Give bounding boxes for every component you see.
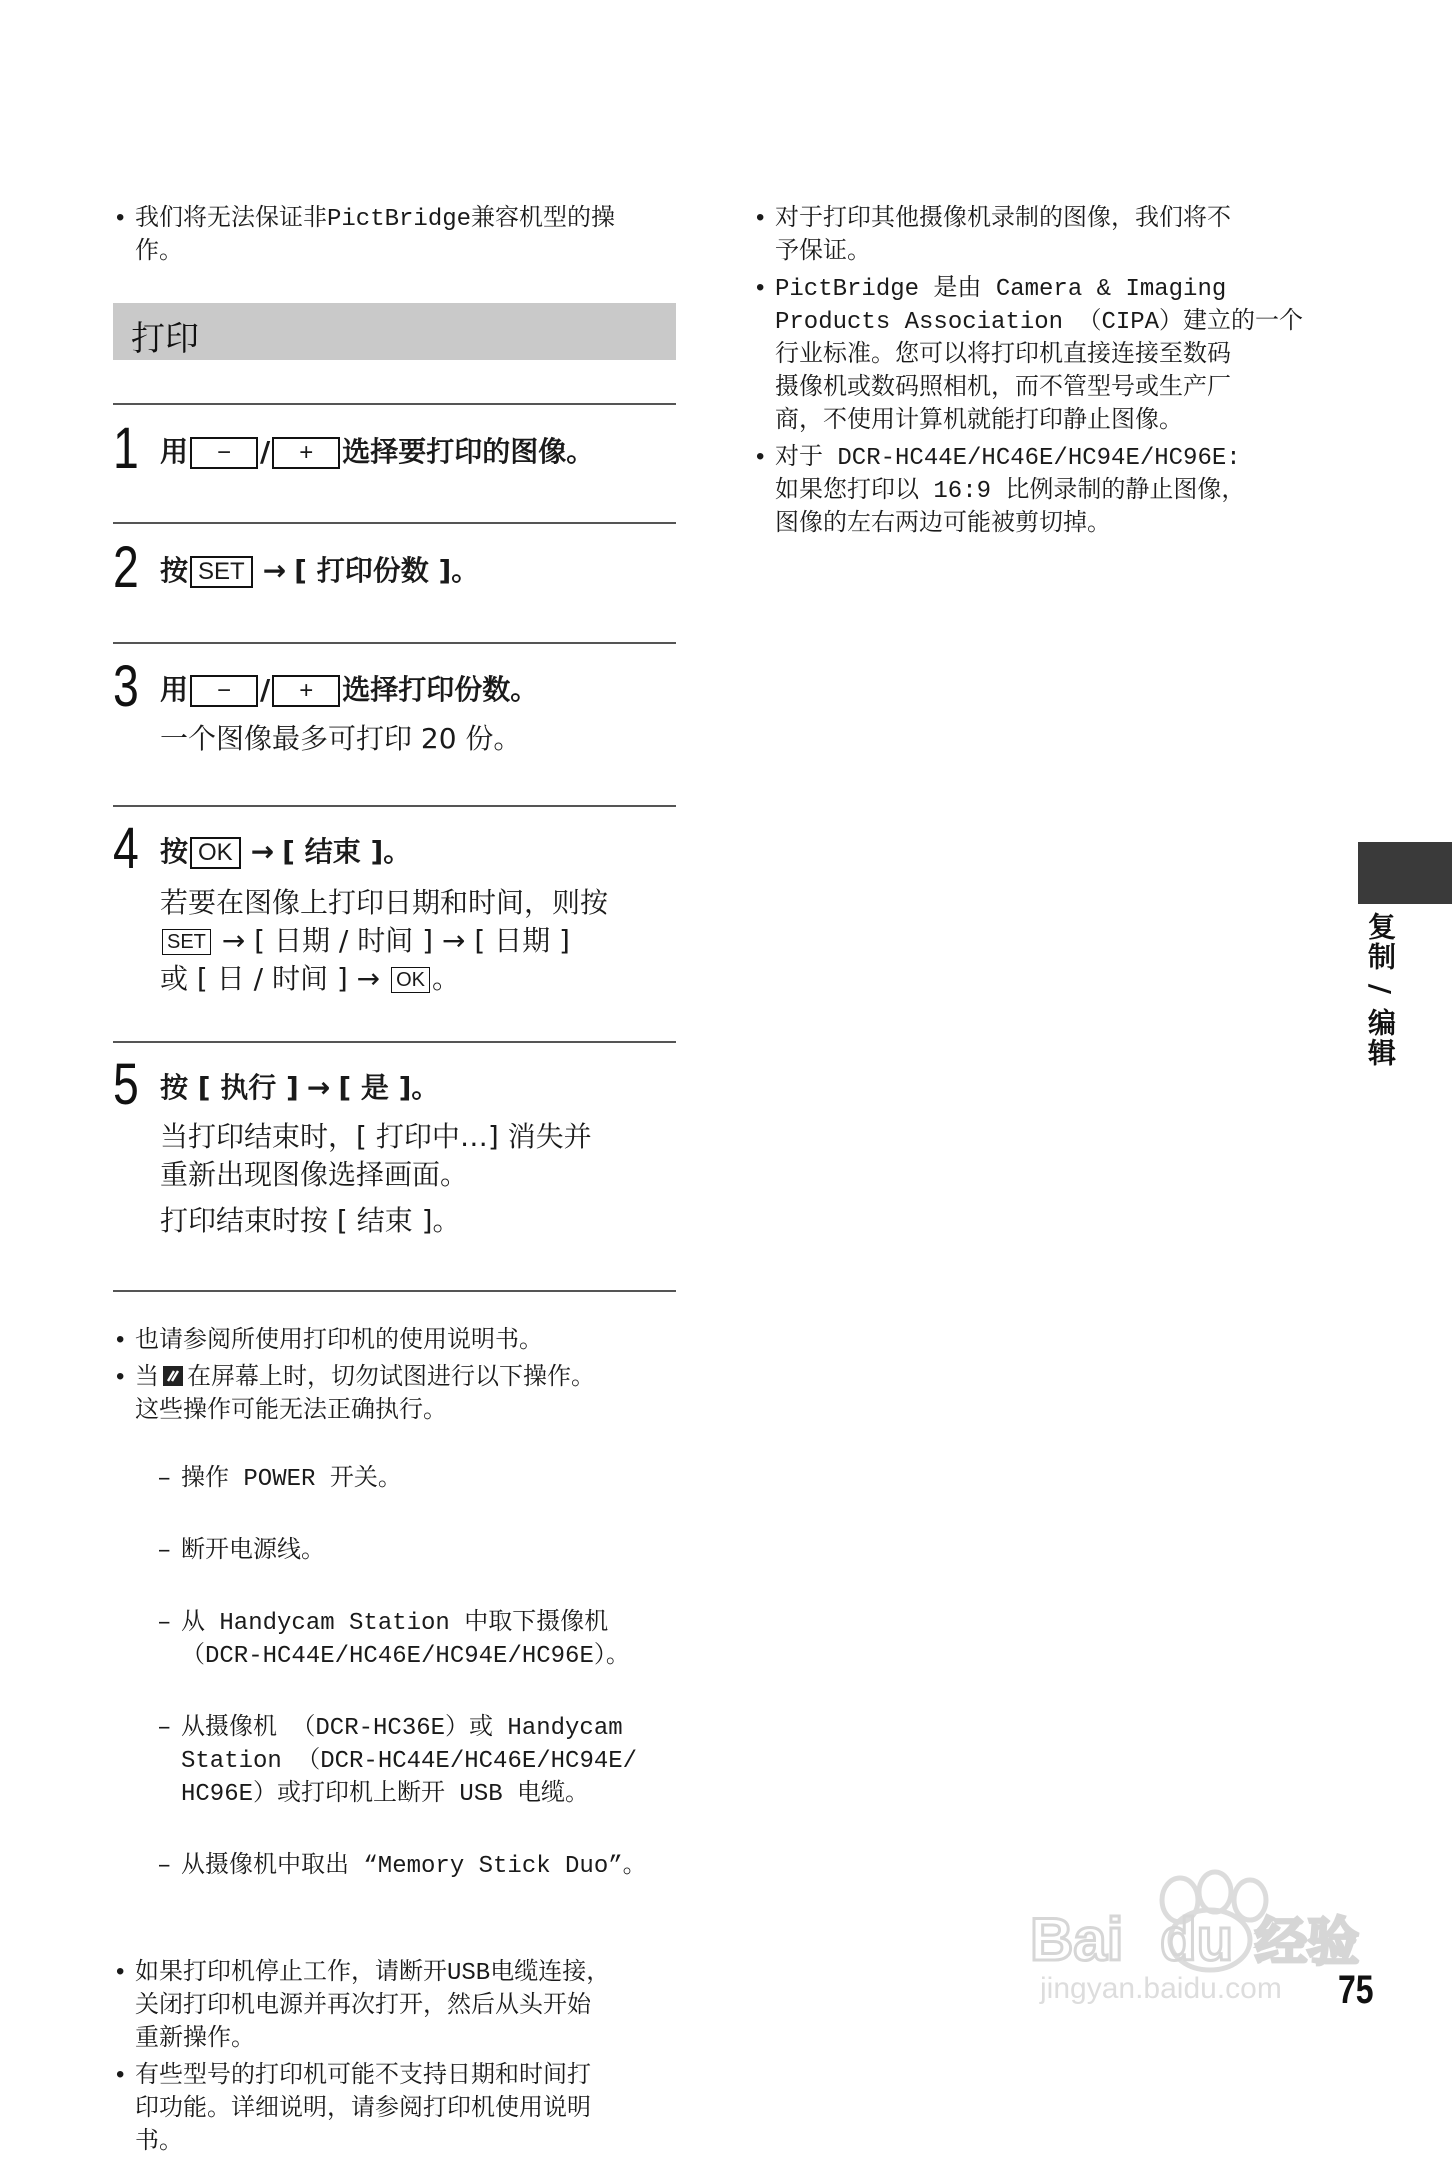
divider: [113, 403, 676, 405]
step-prefix: 用: [160, 435, 189, 468]
plus-button-icon: +: [272, 675, 340, 707]
step-body: 一个图像最多可打印 20 份。: [160, 722, 522, 755]
side-tab-label: 复制 / 编辑: [1364, 912, 1397, 1068]
intro-note: • 我们将无法保证非PictBridge兼容机型的操 作。: [113, 203, 693, 269]
note-item: • 如果打印机停止工作，请断开USB电缆连接， 关闭打印机电源并再次打开，然后从头开始 重新操作。: [113, 1957, 703, 2056]
baidu-watermark-logo: [1010, 1830, 1370, 2010]
step-prefix: 按: [160, 554, 189, 587]
step-title: [160, 432, 594, 472]
step-title: [160, 1068, 439, 1108]
sub-item: – 断开电源线。: [157, 1535, 703, 1568]
note-text: 在屏幕上时，切勿试图进行以下操作。 这些操作可能无法正确执行。: [135, 1365, 595, 1425]
step-body-line: [160, 960, 608, 998]
ok-button-icon: OK: [190, 837, 241, 869]
step-3: [113, 654, 683, 788]
slash: /: [260, 673, 271, 706]
set-button-icon: SET: [162, 929, 211, 955]
step-4: [113, 816, 683, 1020]
notes-list: [113, 1325, 703, 2163]
baidu-paw-icon: [1010, 1830, 1370, 2010]
note-item: [113, 1362, 703, 1953]
minus-button-icon: −: [190, 675, 258, 707]
step-prefix: 按: [160, 835, 189, 868]
arrow-right-icon: →: [306, 1071, 331, 1104]
sub-list: [157, 1428, 703, 1920]
ok-button-icon: OK: [391, 967, 430, 993]
note-text: 当: [135, 1365, 159, 1392]
slash: /: [260, 435, 271, 468]
divider: [113, 1041, 676, 1043]
step-number: 3: [113, 654, 139, 719]
svg-text:jingyan.baidu.com: jingyan.baidu.com: [1040, 1972, 1282, 2005]
step-title: [160, 670, 538, 710]
page-number: 75: [1338, 1968, 1374, 2012]
step-number: 4: [113, 816, 139, 881]
step-suffix: [ 结束 ]。: [282, 835, 412, 868]
sub-item: – 操作 POWER 开关。: [157, 1463, 703, 1496]
side-tab: [1358, 842, 1452, 904]
svg-text:du: du: [1160, 1906, 1234, 1973]
step-number: 5: [113, 1052, 139, 1117]
step-body-text: → [ 日期 / 时间 ] → [ 日期 ]: [221, 924, 570, 957]
step-prefix: 按 [ 执行 ]: [160, 1071, 299, 1104]
arrow-right-icon: →: [262, 554, 287, 587]
step-suffix: [ 是 ]。: [338, 1071, 440, 1104]
right-note-item: • 对于 DCR-HC44E/HC46E/HC94E/HC96E: 如果您打印以 16:9 比例录制的静止图像， 图像的左右两边可能被剪切掉。: [753, 442, 1353, 541]
right-notes-list: [753, 203, 1353, 545]
minus-button-icon: −: [190, 437, 258, 469]
step-suffix: 选择打印份数。: [342, 673, 539, 706]
step-body-line: [160, 922, 608, 960]
note-item: • 也请参阅所使用打印机的使用说明书。: [113, 1325, 703, 1358]
divider: [113, 1290, 676, 1292]
divider: [113, 805, 676, 807]
step-number: 2: [113, 535, 139, 600]
step-2: [113, 535, 683, 619]
sub-item: – 从 Handycam Station 中取下摄像机 （DCR-HC44E/HC46E/HC94E/HC96E）。: [157, 1607, 703, 1673]
divider: [113, 522, 676, 524]
step-body-text: 。: [431, 962, 460, 995]
intro-note-list: [113, 203, 693, 273]
right-note-item: • PictBridge 是由 Camera & Imaging Products Association （CIPA）建立的一个 行业标准。您可以将打印机直接连接至数码 摄像机或数码照相机，而不管型号或生产厂 商，不使用计算机就能打印静止图像。: [753, 273, 1353, 438]
step-number: 1: [113, 416, 139, 481]
sub-item: – 从摄像机 （DCR-HC36E）或 Handycam Station （DCR-HC44E/HC46E/HC94E/ HC96E）或打印机上断开 USB 电缆。: [157, 1712, 703, 1811]
right-note-item: • 对于打印其他摄像机录制的图像，我们将不 予保证。: [753, 203, 1353, 269]
step-body: 当打印结束时，[ 打印中…] 消失并 重新出现图像选择画面。: [160, 1120, 592, 1191]
note-item: • 有些型号的打印机可能不支持日期和时间打 印功能。详细说明，请参阅打印机使用说明 书。: [113, 2060, 703, 2159]
pictbridge-connecting-icon: [163, 1366, 183, 1386]
set-button-icon: SET: [190, 556, 253, 588]
step-body: [160, 884, 608, 998]
step-suffix: 选择要打印的图像。: [342, 435, 595, 468]
divider: [113, 642, 676, 644]
section-title: 打印: [131, 319, 199, 359]
step-1: [113, 416, 683, 500]
step-body-line: 若要在图像上打印日期和时间，则按: [160, 886, 609, 919]
step-title: [160, 832, 411, 872]
step-title: [160, 551, 479, 591]
svg-text:经验: 经验: [1255, 1913, 1360, 1973]
step-suffix: [ 打印份数 ]。: [294, 554, 480, 587]
step-body: 打印结束时按 [ 结束 ]。: [160, 1204, 461, 1237]
plus-button-icon: +: [272, 437, 340, 469]
sub-item: – 从摄像机中取出 “Memory Stick Duo”。: [157, 1850, 703, 1883]
arrow-right-icon: →: [250, 835, 275, 868]
svg-text:Bai: Bai: [1030, 1906, 1124, 1973]
step-body-text: 或 [ 日 / 时间 ] →: [160, 962, 381, 995]
step-5: [113, 1052, 683, 1276]
section-heading: [113, 303, 676, 360]
step-prefix: 用: [160, 673, 189, 706]
